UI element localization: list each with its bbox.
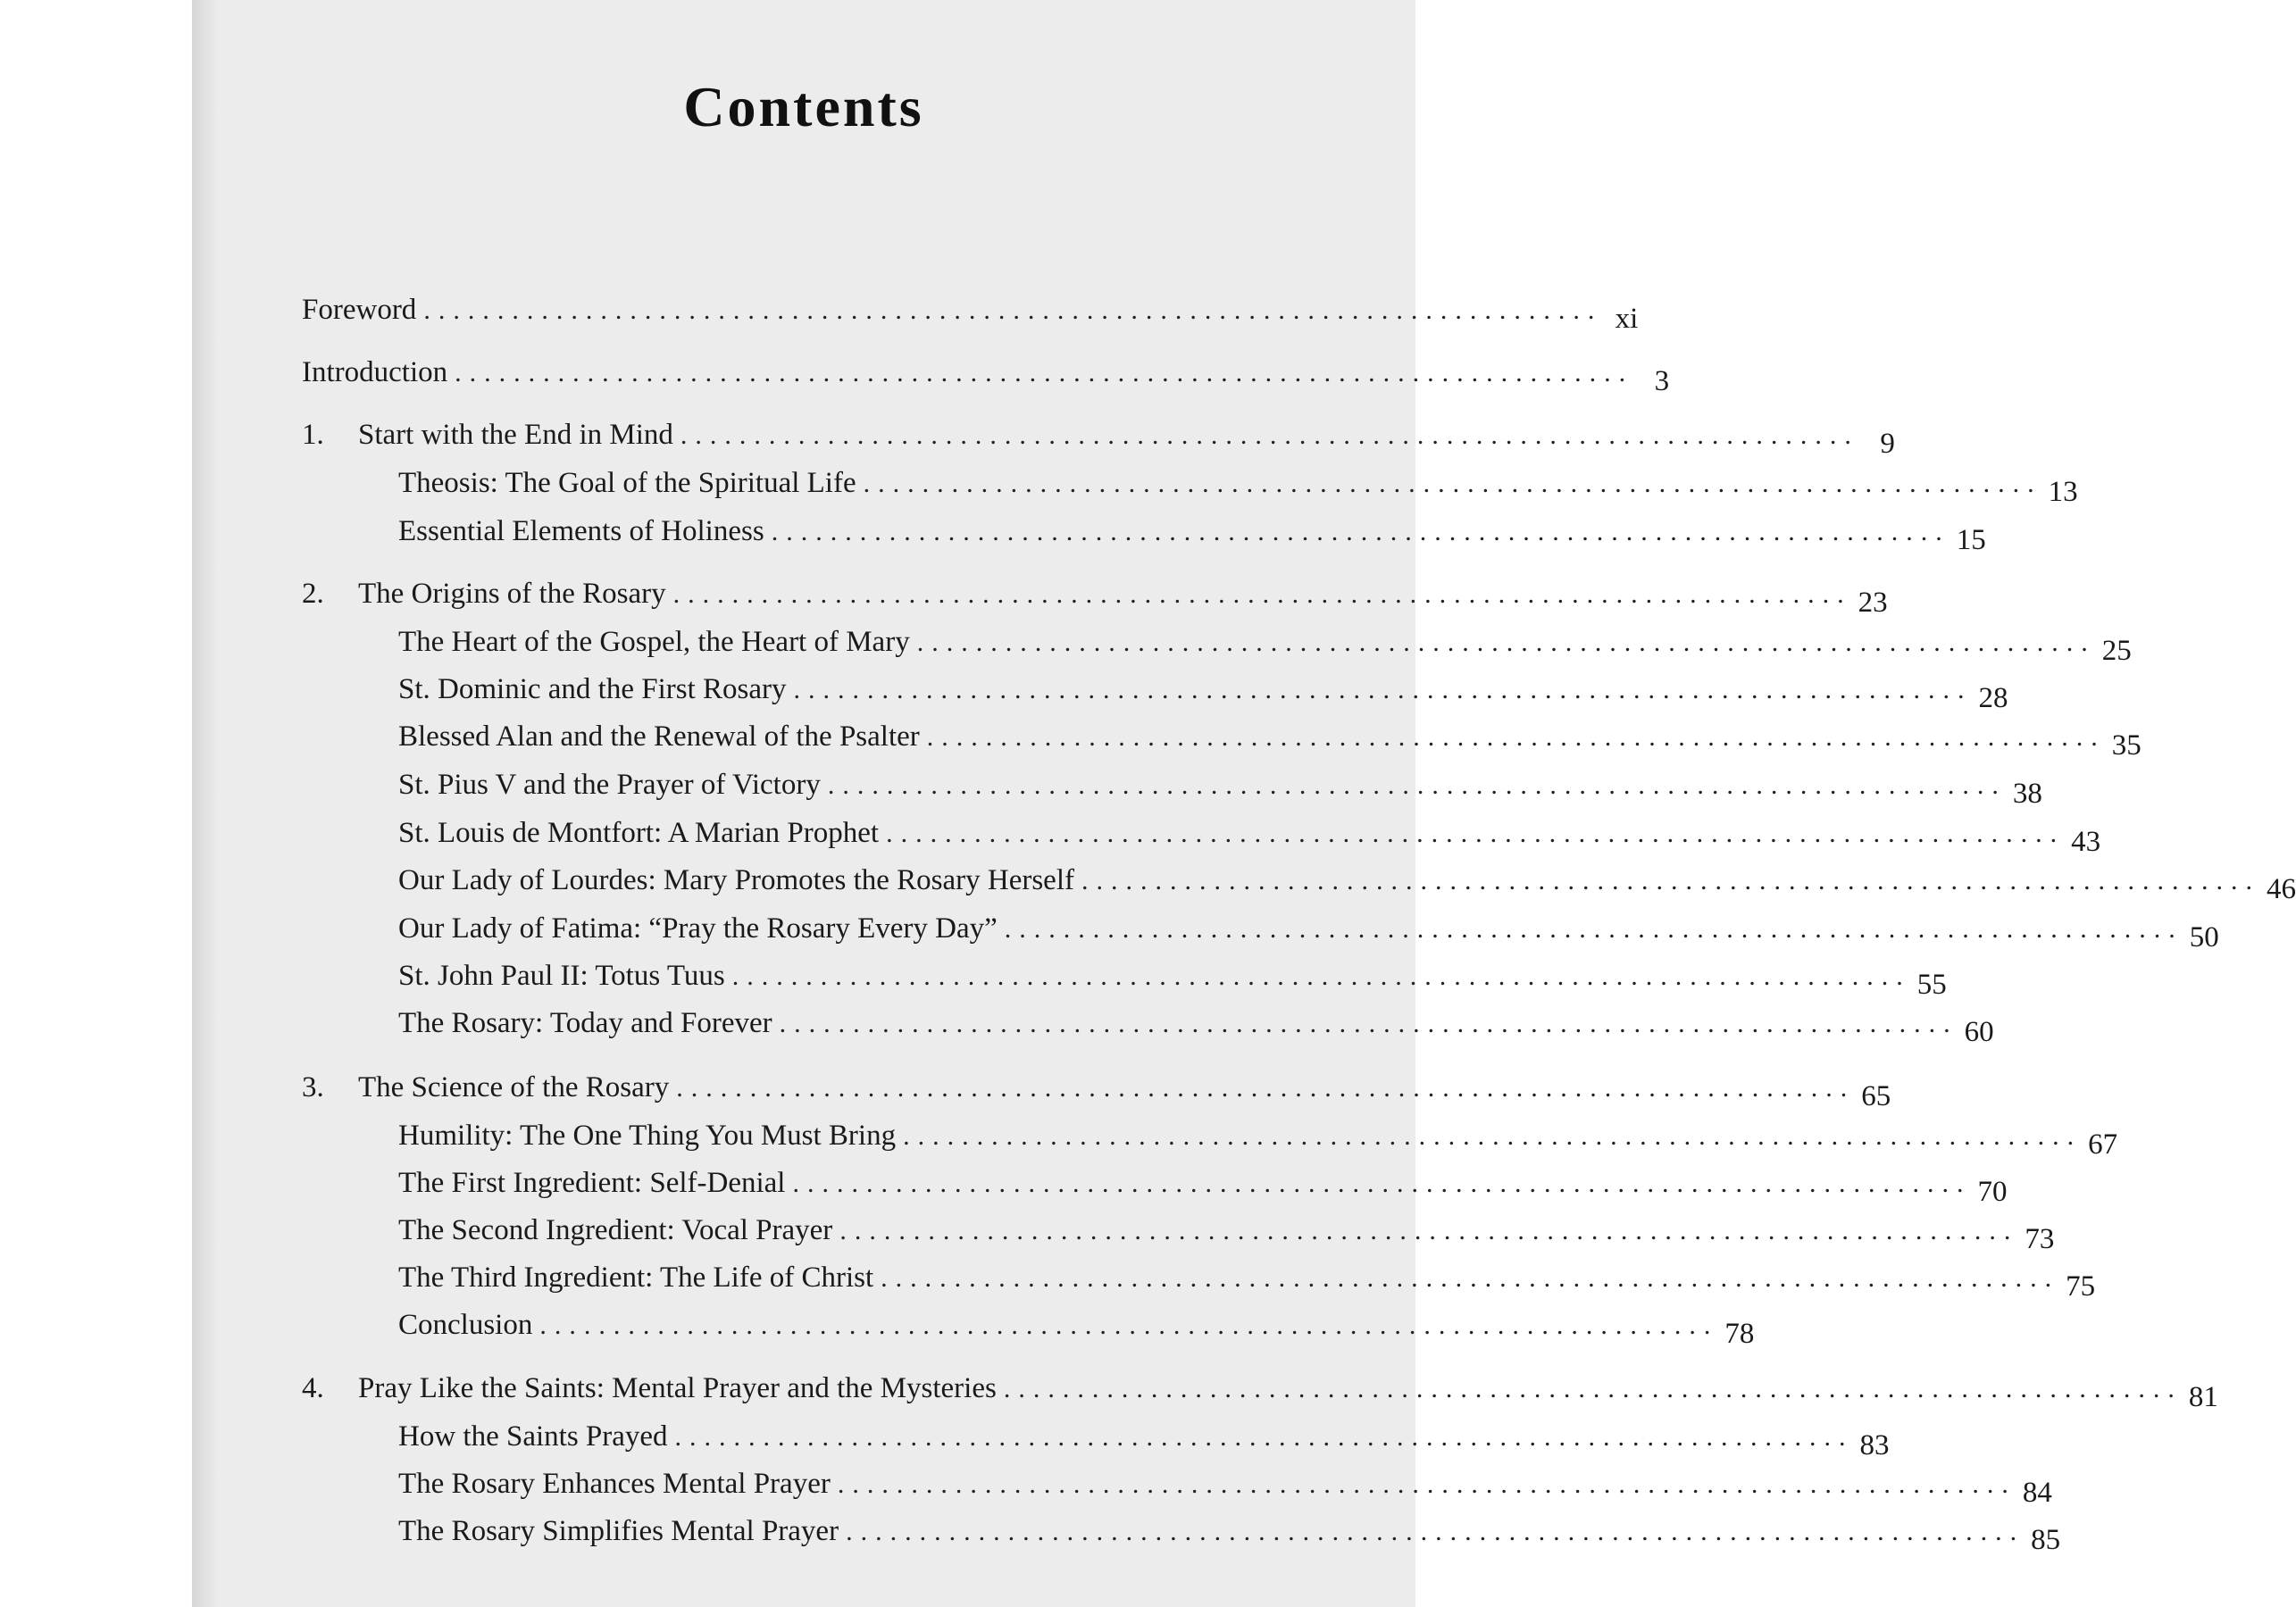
dot-leader: ................................................................................	[674, 1422, 1854, 1452]
toc-section	[302, 624, 2132, 667]
chapter-number: 4.	[302, 1372, 324, 1404]
entry-page-number: 67	[2088, 1128, 2118, 1161]
entry-title: The Origins of the Rosary	[358, 578, 666, 610]
entry-title: The Rosary: Today and Forever	[398, 1007, 772, 1039]
toc-section	[302, 958, 1947, 1001]
toc-section	[302, 1419, 1890, 1461]
entry-page-number: 28	[1978, 682, 2008, 714]
entry-title: Our Lady of Fatima: “Pray the Rosary Every Day”	[398, 912, 998, 945]
entry-title: How the Saints Prayed	[398, 1420, 668, 1453]
chapter-number: 2.	[302, 578, 324, 610]
toc-chapter-1	[302, 417, 1895, 460]
toc-section	[302, 1118, 2118, 1161]
entry-title: The Rosary Simplifies Mental Prayer	[398, 1515, 839, 1547]
entry-page-number: 60	[1964, 1016, 1994, 1048]
entry-title: Essential Elements of Holiness	[398, 515, 764, 547]
dot-leader: ................................................................................	[539, 1311, 1719, 1340]
entry-title: The Heart of the Gospel, the Heart of Mary	[398, 626, 910, 658]
entry-title: The First Ingredient: Self-Denial	[398, 1167, 786, 1199]
entry-page-number: 23	[1858, 587, 1888, 619]
entry-page-number: 13	[2048, 476, 2078, 508]
entry-title: The Third Ingredient: The Life of Christ	[398, 1261, 874, 1294]
dot-leader: ................................................................................	[731, 962, 1911, 991]
entry-title: Conclusion	[398, 1309, 533, 1341]
dot-leader: ................................................................................	[903, 1121, 2083, 1151]
entry-page-number: 3	[1654, 365, 1670, 397]
toc-section	[302, 1005, 1994, 1048]
toc-section	[302, 1260, 2096, 1303]
dot-leader: ................................................................................	[779, 1009, 1958, 1038]
entry-page-number: 65	[1861, 1080, 1891, 1112]
chapter-number: 1.	[302, 419, 324, 451]
entry-page-number: 70	[1977, 1176, 2008, 1208]
entry-title: The Science of the Rosary	[358, 1071, 670, 1103]
page-title: Contents	[683, 74, 924, 138]
entry-title: Introduction	[302, 356, 448, 388]
entry-page-number: 38	[2012, 778, 2042, 810]
entry-page-number: xi	[1615, 303, 1639, 335]
entry-page-number: 83	[1859, 1429, 1890, 1461]
entry-page-number: 50	[2189, 921, 2219, 953]
entry-title: Foreword	[302, 294, 417, 326]
entry-title: Humility: The One Thing You Must Bring	[398, 1120, 897, 1152]
dot-leader: ................................................................................	[792, 1169, 1972, 1198]
dot-leader: ................................................................................	[881, 1263, 2060, 1293]
chapter-number: 3.	[302, 1071, 324, 1103]
toc-section	[302, 1212, 2055, 1255]
dot-leader: ................................................................................	[672, 579, 1852, 609]
dot-leader: ................................................................................	[926, 722, 2106, 752]
entry-page-number: 73	[2025, 1223, 2055, 1255]
entry-page-number: 78	[1724, 1318, 1755, 1350]
dot-leader: ................................................................................	[455, 358, 1634, 387]
entry-title: The Second Ingredient: Vocal Prayer	[398, 1214, 833, 1246]
entry-page-number: 81	[2188, 1381, 2218, 1413]
entry-page-number: 9	[1880, 428, 1895, 460]
dot-leader: ................................................................................	[793, 675, 1973, 704]
entry-page-number: 43	[2071, 826, 2101, 858]
toc-section	[302, 513, 1986, 556]
entry-title: St. John Paul II: Totus Tuus	[398, 960, 725, 992]
toc-section	[302, 1165, 2008, 1208]
dot-leader: ................................................................................	[846, 1517, 2025, 1546]
dot-leader: ................................................................................	[863, 469, 2042, 498]
dot-leader: ................................................................................	[916, 628, 2096, 657]
toc-section	[302, 1307, 1755, 1350]
entry-title: Our Lady of Lourdes: Mary Promotes the Rosary Herself	[398, 864, 1074, 896]
entry-title: Theosis: The Goal of the Spiritual Life	[398, 467, 856, 499]
entry-page-number: 84	[2022, 1477, 2052, 1509]
dot-leader: ................................................................................	[837, 1470, 2016, 1499]
dot-leader: ................................................................................	[839, 1216, 2019, 1245]
toc-section	[302, 911, 2219, 953]
toc-chapter-3	[302, 1070, 1891, 1112]
toc-section	[302, 767, 2042, 810]
dot-leader: ................................................................................	[1003, 1374, 2183, 1403]
dot-leader: ................................................................................	[1081, 866, 2260, 895]
entry-title: St. Louis de Montfort: A Marian Prophet	[398, 817, 880, 849]
dot-leader: ................................................................................	[886, 819, 2066, 848]
toc-section	[302, 1466, 2052, 1509]
dot-leader: ................................................................................	[676, 1073, 1856, 1103]
entry-title: The Rosary Enhances Mental Prayer	[398, 1468, 831, 1500]
entry-title: Pray Like the Saints: Mental Prayer and the Mysteries	[358, 1372, 997, 1404]
entry-page-number: 15	[1956, 524, 1986, 556]
dot-leader: ................................................................................	[827, 770, 2007, 800]
toc-section	[302, 862, 2296, 905]
entry-page-number: 85	[2031, 1524, 2061, 1556]
dot-leader: ................................................................................	[423, 296, 1603, 325]
entry-page-number: 25	[2101, 635, 2132, 667]
entry-title: Blessed Alan and the Renewal of the Psalter	[398, 720, 920, 753]
dot-leader: ................................................................................	[771, 517, 1950, 546]
toc-section	[302, 671, 2008, 714]
entry-page-number: 75	[2066, 1270, 2096, 1303]
entry-page-number: 35	[2111, 729, 2142, 762]
entry-title: Start with the End in Mind	[358, 419, 673, 451]
toc-section	[302, 719, 2142, 762]
toc-section	[302, 815, 2101, 858]
dot-leader: ................................................................................	[680, 420, 1859, 450]
toc-entry-foreword	[302, 292, 1639, 335]
toc-section	[302, 465, 2078, 508]
toc-section	[302, 1513, 2061, 1556]
entry-page-number: 46	[2267, 873, 2296, 905]
entry-page-number: 55	[1916, 969, 1947, 1001]
entry-title: St. Dominic and the First Rosary	[398, 673, 787, 705]
toc-entry-introduction	[302, 354, 1670, 397]
dot-leader: ................................................................................	[1004, 914, 2183, 944]
toc-chapter-2	[302, 576, 1888, 619]
entry-title: St. Pius V and the Prayer of Victory	[398, 769, 821, 801]
toc-chapter-4	[302, 1370, 2218, 1413]
